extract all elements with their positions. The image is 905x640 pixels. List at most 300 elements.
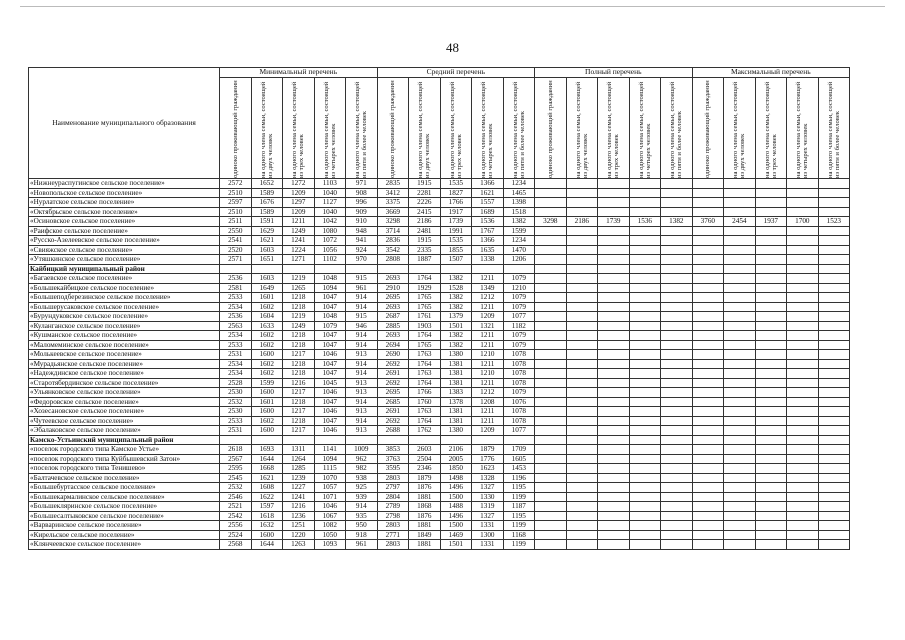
- value-cell: 2281: [409, 188, 441, 198]
- settlement-name: «Чутеевское сельское поселение»: [29, 416, 220, 426]
- value-cell: [535, 274, 567, 284]
- value-cell: [755, 264, 787, 274]
- value-cell: [535, 388, 567, 398]
- value-cell: 1601: [251, 397, 283, 407]
- sub-header: [661, 78, 693, 179]
- value-cell: 914: [346, 369, 378, 379]
- value-cell: 1709: [503, 445, 535, 455]
- value-cell: [755, 435, 787, 445]
- value-cell: 1763: [409, 407, 441, 417]
- value-cell: [724, 407, 756, 417]
- sub-header: [314, 78, 346, 179]
- value-cell: [818, 264, 850, 274]
- value-cell: 2533: [220, 340, 252, 350]
- value-cell: [724, 312, 756, 322]
- value-cell: 2835: [377, 179, 409, 189]
- value-cell: 1079: [503, 274, 535, 284]
- value-cell: [787, 521, 819, 531]
- value-cell: [535, 350, 567, 360]
- sub-header: [629, 78, 661, 179]
- value-cell: [661, 511, 693, 521]
- sub-header: [440, 78, 472, 179]
- value-cell: [629, 416, 661, 426]
- settlement-name: «Большекайбицкое сельское поселение»: [29, 283, 220, 293]
- value-cell: [787, 511, 819, 521]
- value-cell: [629, 340, 661, 350]
- value-cell: 915: [346, 312, 378, 322]
- value-cell: 1211: [472, 378, 504, 388]
- value-cell: 2572: [220, 179, 252, 189]
- value-cell: 1199: [503, 540, 535, 550]
- value-cell: [755, 293, 787, 303]
- value-cell: [724, 492, 756, 502]
- value-cell: 2532: [220, 397, 252, 407]
- value-cell: 1078: [503, 359, 535, 369]
- value-cell: [692, 454, 724, 464]
- value-cell: [629, 378, 661, 388]
- value-cell: 1079: [503, 293, 535, 303]
- value-cell: [409, 435, 441, 445]
- value-cell: [598, 426, 630, 436]
- value-cell: [661, 340, 693, 350]
- value-cell: [692, 236, 724, 246]
- table-row: [29, 198, 850, 208]
- value-cell: 3714: [377, 226, 409, 236]
- value-cell: 1589: [251, 207, 283, 217]
- value-cell: [692, 473, 724, 483]
- value-cell: 1079: [314, 321, 346, 331]
- value-cell: 1903: [409, 321, 441, 331]
- value-cell: 2531: [220, 426, 252, 436]
- value-cell: 1496: [440, 511, 472, 521]
- value-cell: 1915: [409, 236, 441, 246]
- value-cell: 1668: [251, 464, 283, 474]
- value-cell: 1210: [503, 283, 535, 293]
- value-cell: 2797: [377, 483, 409, 493]
- value-cell: [598, 521, 630, 531]
- sub-header: [377, 78, 409, 179]
- settlement-name: «Клянчеевское сельское поселение»: [29, 540, 220, 550]
- value-cell: [661, 321, 693, 331]
- value-cell: 1082: [314, 521, 346, 531]
- value-cell: 3375: [377, 198, 409, 208]
- value-cell: [724, 188, 756, 198]
- value-cell: [724, 359, 756, 369]
- value-cell: [755, 397, 787, 407]
- value-cell: 950: [346, 521, 378, 531]
- sub-header: [346, 78, 378, 179]
- sub-header-text: на одного члена семьи, состоящей из трех человек: [606, 81, 621, 178]
- sub-header-text: на одного члена семьи, состоящей из четырех человек: [637, 81, 652, 178]
- value-cell: 910: [346, 217, 378, 227]
- value-cell: [661, 312, 693, 322]
- sub-header-text: на одного члена семьи, состоящей из четырех человек: [795, 81, 810, 178]
- value-cell: 1608: [251, 483, 283, 493]
- value-cell: 1076: [503, 397, 535, 407]
- value-cell: 1263: [283, 540, 315, 550]
- settlement-name: «Варваринское сельское поселение»: [29, 521, 220, 531]
- value-cell: [535, 378, 567, 388]
- table-row: [29, 283, 850, 293]
- table-row: [29, 321, 850, 331]
- table-row: [29, 483, 850, 493]
- value-cell: 2798: [377, 511, 409, 521]
- value-cell: [566, 445, 598, 455]
- value-cell: 1366: [472, 179, 504, 189]
- sub-header-text: на одного члена семьи, состоящей из двух человек: [259, 81, 274, 178]
- value-cell: 1212: [472, 388, 504, 398]
- value-cell: [818, 340, 850, 350]
- settlement-name: «Большерусаковское сельское поселение»: [29, 302, 220, 312]
- table-body: [29, 179, 850, 550]
- value-cell: 1518: [503, 207, 535, 217]
- value-cell: [818, 293, 850, 303]
- value-cell: [787, 350, 819, 360]
- value-cell: [818, 435, 850, 445]
- value-cell: 1047: [314, 359, 346, 369]
- value-cell: [566, 207, 598, 217]
- value-cell: 2534: [220, 302, 252, 312]
- value-cell: 2335: [409, 245, 441, 255]
- value-cell: 2808: [377, 255, 409, 265]
- value-cell: [692, 511, 724, 521]
- value-cell: 1929: [409, 283, 441, 293]
- value-cell: [535, 302, 567, 312]
- value-cell: [629, 350, 661, 360]
- value-cell: [598, 454, 630, 464]
- settlement-name: «Куланганское сельское поселение»: [29, 321, 220, 331]
- value-cell: [220, 435, 252, 445]
- value-cell: 1239: [283, 473, 315, 483]
- sub-header-text: на одного члена семьи, состоящей из пяти и более человек: [669, 81, 684, 178]
- value-cell: 1234: [503, 179, 535, 189]
- value-cell: [598, 236, 630, 246]
- value-cell: [283, 264, 315, 274]
- value-cell: 2836: [377, 236, 409, 246]
- value-cell: 3763: [377, 454, 409, 464]
- value-cell: 914: [346, 416, 378, 426]
- value-cell: 1378: [440, 397, 472, 407]
- value-cell: [566, 511, 598, 521]
- value-cell: [818, 198, 850, 208]
- table-row: [29, 378, 850, 388]
- value-cell: [818, 521, 850, 531]
- value-cell: 2533: [220, 293, 252, 303]
- value-cell: 914: [346, 359, 378, 369]
- value-cell: 1218: [283, 302, 315, 312]
- value-cell: 946: [346, 321, 378, 331]
- value-cell: 1651: [251, 255, 283, 265]
- value-cell: 2618: [220, 445, 252, 455]
- table-row: [29, 426, 850, 436]
- value-cell: 1224: [283, 245, 315, 255]
- value-cell: [629, 255, 661, 265]
- value-cell: [755, 473, 787, 483]
- sub-header: [724, 78, 756, 179]
- value-cell: [692, 502, 724, 512]
- value-cell: 1644: [251, 540, 283, 550]
- value-cell: 1600: [251, 407, 283, 417]
- value-cell: 1881: [409, 521, 441, 531]
- value-cell: [566, 293, 598, 303]
- value-cell: [724, 350, 756, 360]
- value-cell: 1042: [314, 217, 346, 227]
- value-cell: 1766: [440, 198, 472, 208]
- value-cell: 1079: [503, 340, 535, 350]
- value-cell: [566, 274, 598, 284]
- value-cell: 1470: [503, 245, 535, 255]
- value-cell: [598, 226, 630, 236]
- value-cell: 2504: [409, 454, 441, 464]
- value-cell: [535, 502, 567, 512]
- table-row: [29, 473, 850, 483]
- value-cell: [724, 283, 756, 293]
- value-cell: 914: [346, 293, 378, 303]
- value-cell: 1917: [440, 207, 472, 217]
- value-cell: [566, 397, 598, 407]
- value-cell: [661, 416, 693, 426]
- value-cell: 1209: [283, 188, 315, 198]
- value-cell: [566, 255, 598, 265]
- value-cell: [629, 464, 661, 474]
- value-cell: [755, 188, 787, 198]
- value-cell: [787, 179, 819, 189]
- value-cell: 1528: [440, 283, 472, 293]
- sub-header-text: одиноко проживающий гражданин: [231, 80, 239, 178]
- value-cell: 1047: [314, 331, 346, 341]
- sub-header-text: на одного члена семьи, состоящей из трех человек: [291, 81, 306, 178]
- value-cell: 2568: [220, 540, 252, 550]
- group-header-row: [29, 68, 850, 78]
- value-cell: [251, 435, 283, 445]
- value-cell: 1094: [314, 454, 346, 464]
- value-cell: [692, 302, 724, 312]
- settlement-name: «Нижнеураспугинское сельское поселение»: [29, 179, 220, 189]
- sub-header: [283, 78, 315, 179]
- value-cell: [724, 293, 756, 303]
- value-cell: 1766: [409, 388, 441, 398]
- value-cell: [535, 426, 567, 436]
- value-cell: 1465: [503, 188, 535, 198]
- value-cell: 1218: [283, 359, 315, 369]
- value-cell: 1218: [283, 340, 315, 350]
- value-cell: [661, 331, 693, 341]
- value-cell: [629, 226, 661, 236]
- value-cell: 1227: [283, 483, 315, 493]
- value-cell: [755, 255, 787, 265]
- value-cell: 1047: [314, 369, 346, 379]
- value-cell: 1211: [472, 359, 504, 369]
- value-cell: [346, 435, 378, 445]
- value-cell: [724, 264, 756, 274]
- value-cell: [661, 179, 693, 189]
- value-cell: [818, 321, 850, 331]
- value-cell: 1349: [472, 283, 504, 293]
- value-cell: [535, 369, 567, 379]
- value-cell: 2910: [377, 283, 409, 293]
- value-cell: [503, 264, 535, 274]
- value-cell: [692, 264, 724, 274]
- value-cell: 1937: [755, 217, 787, 227]
- group-header: Минимальный перечень: [220, 68, 378, 78]
- value-cell: [818, 359, 850, 369]
- value-cell: [535, 236, 567, 246]
- value-cell: 1366: [472, 236, 504, 246]
- table-row: [29, 388, 850, 398]
- value-cell: [818, 331, 850, 341]
- value-cell: 1196: [503, 473, 535, 483]
- sub-header-text: на одного члена семьи, состоящей из трех человек: [448, 81, 463, 178]
- value-cell: 2510: [220, 207, 252, 217]
- value-cell: 1216: [283, 378, 315, 388]
- value-cell: 2692: [377, 416, 409, 426]
- value-cell: 2581: [220, 283, 252, 293]
- value-cell: [535, 530, 567, 540]
- value-cell: [629, 454, 661, 464]
- value-cell: [787, 435, 819, 445]
- value-cell: 1077: [503, 312, 535, 322]
- table-row: [29, 207, 850, 217]
- value-cell: [314, 264, 346, 274]
- value-cell: [818, 540, 850, 550]
- value-cell: 2595: [220, 464, 252, 474]
- value-cell: [755, 540, 787, 550]
- value-cell: 1249: [283, 321, 315, 331]
- value-cell: 1876: [409, 511, 441, 521]
- table-row: [29, 312, 850, 322]
- value-cell: 2693: [377, 302, 409, 312]
- value-cell: 1264: [283, 454, 315, 464]
- value-cell: [755, 378, 787, 388]
- value-cell: [661, 435, 693, 445]
- value-cell: 1621: [251, 473, 283, 483]
- value-cell: [566, 473, 598, 483]
- value-cell: 1380: [440, 426, 472, 436]
- value-cell: 3298: [535, 217, 567, 227]
- value-cell: 913: [346, 378, 378, 388]
- value-cell: 2534: [220, 331, 252, 341]
- value-cell: 1644: [251, 454, 283, 464]
- value-cell: [661, 198, 693, 208]
- value-cell: [377, 435, 409, 445]
- value-cell: [566, 369, 598, 379]
- value-cell: [661, 464, 693, 474]
- value-cell: [661, 521, 693, 531]
- value-cell: [598, 445, 630, 455]
- value-cell: [220, 264, 252, 274]
- value-cell: [692, 416, 724, 426]
- value-cell: [755, 331, 787, 341]
- value-cell: 1633: [251, 321, 283, 331]
- value-cell: [818, 369, 850, 379]
- value-cell: 1469: [440, 530, 472, 540]
- value-cell: [818, 302, 850, 312]
- value-cell: 1500: [440, 492, 472, 502]
- value-cell: [598, 483, 630, 493]
- value-cell: [566, 359, 598, 369]
- value-cell: [692, 198, 724, 208]
- value-cell: 1849: [409, 530, 441, 540]
- value-cell: 1915: [409, 179, 441, 189]
- value-cell: 1265: [283, 283, 315, 293]
- value-cell: 1739: [598, 217, 630, 227]
- value-cell: [818, 350, 850, 360]
- value-cell: [566, 198, 598, 208]
- value-cell: 1195: [503, 511, 535, 521]
- value-cell: [629, 445, 661, 455]
- sub-header-text: на одного члена семьи, состоящей из четырех человек: [480, 81, 495, 178]
- value-cell: [629, 245, 661, 255]
- value-cell: [724, 226, 756, 236]
- living-wage-table: [28, 67, 850, 550]
- value-cell: 1623: [472, 464, 504, 474]
- value-cell: 1234: [503, 236, 535, 246]
- value-cell: [598, 331, 630, 341]
- value-cell: [598, 350, 630, 360]
- value-cell: [503, 435, 535, 445]
- value-cell: 1600: [251, 530, 283, 540]
- value-cell: [692, 293, 724, 303]
- value-cell: [598, 283, 630, 293]
- settlement-name: «Большекляринское сельское поселение»: [29, 502, 220, 512]
- value-cell: 1381: [440, 359, 472, 369]
- table-row: [29, 492, 850, 502]
- table-row: [29, 407, 850, 417]
- value-cell: [566, 331, 598, 341]
- value-cell: [661, 492, 693, 502]
- value-cell: [724, 236, 756, 246]
- value-cell: 1216: [283, 502, 315, 512]
- value-cell: 1764: [409, 331, 441, 341]
- value-cell: 2534: [220, 369, 252, 379]
- value-cell: 2688: [377, 426, 409, 436]
- value-cell: 1040: [314, 188, 346, 198]
- value-cell: [724, 530, 756, 540]
- value-cell: [629, 331, 661, 341]
- value-cell: [661, 302, 693, 312]
- value-cell: 913: [346, 407, 378, 417]
- value-cell: [818, 226, 850, 236]
- value-cell: 2789: [377, 502, 409, 512]
- value-cell: 2803: [377, 521, 409, 531]
- value-cell: [566, 435, 598, 445]
- table-row: [29, 530, 850, 540]
- table-row: [29, 331, 850, 341]
- value-cell: 2528: [220, 378, 252, 388]
- value-cell: [661, 454, 693, 464]
- value-cell: 1218: [283, 331, 315, 341]
- value-cell: [755, 388, 787, 398]
- value-cell: [724, 321, 756, 331]
- value-cell: [535, 321, 567, 331]
- value-cell: 1168: [503, 530, 535, 540]
- table-row: [29, 179, 850, 189]
- value-cell: [755, 464, 787, 474]
- value-cell: 1311: [283, 445, 315, 455]
- value-cell: [598, 207, 630, 217]
- value-cell: [566, 378, 598, 388]
- value-cell: [787, 530, 819, 540]
- value-cell: 914: [346, 502, 378, 512]
- value-cell: 1040: [314, 207, 346, 217]
- value-cell: 1319: [472, 502, 504, 512]
- value-cell: [566, 264, 598, 274]
- value-cell: [787, 378, 819, 388]
- value-cell: [661, 283, 693, 293]
- table-row: [29, 217, 850, 227]
- sub-header-text: одиноко проживающий гражданин: [546, 80, 554, 178]
- value-cell: [629, 264, 661, 274]
